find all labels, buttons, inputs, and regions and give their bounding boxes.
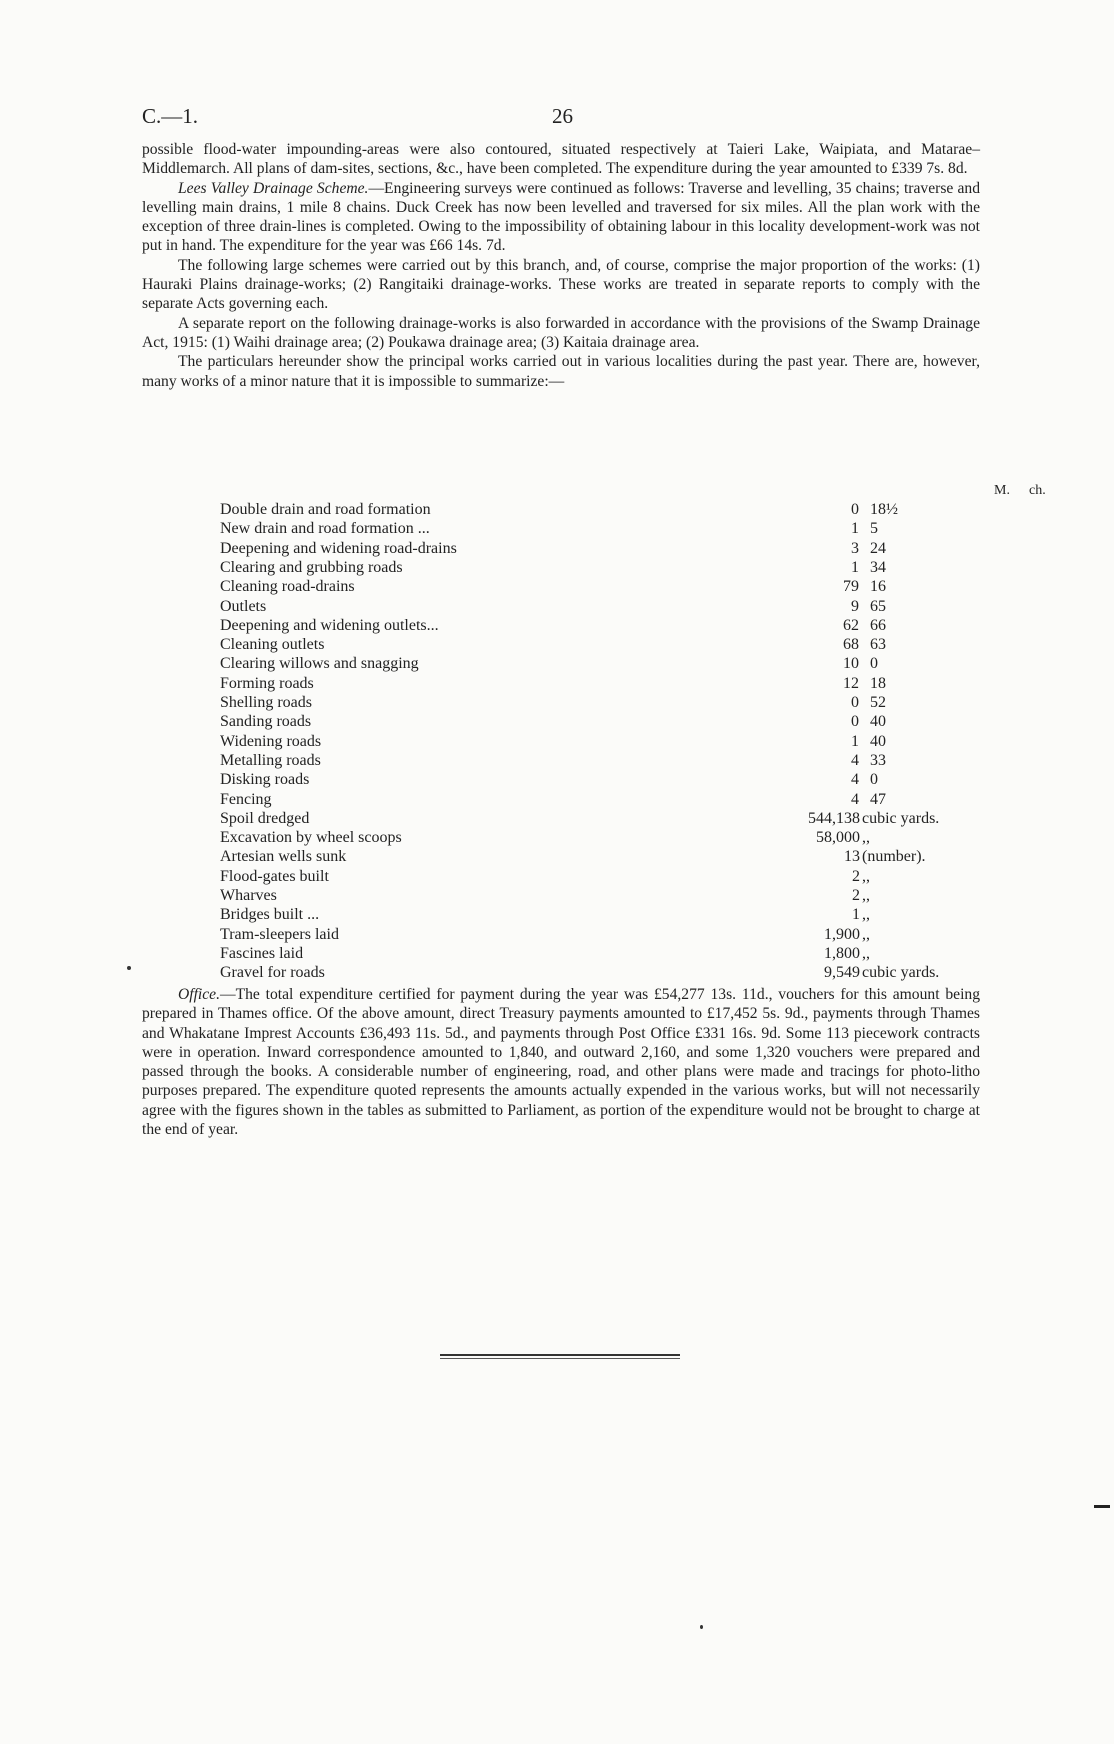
work-label: Fencing — [220, 790, 272, 808]
chains-value: 18 — [870, 674, 886, 692]
page-header — [142, 104, 982, 134]
paragraph-particulars: The particulars hereunder show the principal works carried out in various localities during the past year. There are, however, many works of a minor nature that it is impossible to summarize:— — [142, 353, 980, 390]
chains-value: 65 — [870, 597, 886, 615]
work-label: Double drain and road formation — [220, 501, 431, 518]
chains-value: 63 — [870, 636, 886, 654]
work-label: Excavation by wheel scoops — [220, 829, 402, 847]
quantity-value: 1,800 — [824, 944, 860, 962]
unit-chains: ch. — [1029, 483, 1046, 498]
closing-rule — [440, 1354, 680, 1360]
work-label: New drain and road formation ... — [220, 520, 430, 538]
quantity-value: 544,138 — [808, 809, 860, 827]
quantity-unit: ,, — [862, 906, 870, 924]
quantity-unit: ,, — [862, 867, 870, 885]
paragraph-large-schemes: The following large schemes were carried out by this branch, and, of course, comprise the major proportion of the works: (1) Hauraki Plains drainage-works; (2) Rangitaiki drainage-works. These works are treated in separate reports to comply with the separate Acts governing each. — [142, 256, 980, 313]
works-row — [220, 617, 980, 636]
miles-value: 3 — [851, 539, 859, 557]
works-row — [220, 848, 980, 867]
works-row — [220, 501, 980, 520]
quantity-unit: ,, — [862, 887, 870, 904]
quantity-value: 1 — [852, 906, 860, 924]
works-row — [220, 791, 980, 810]
works-row — [220, 810, 980, 829]
work-label: Forming roads — [220, 674, 314, 692]
work-label: Cleaning road-drains — [220, 578, 355, 596]
office-section — [142, 985, 980, 1139]
work-label: Disking roads — [220, 771, 310, 789]
works-row — [220, 868, 980, 887]
work-label: Flood-gates built — [220, 867, 329, 885]
works-row — [220, 752, 980, 771]
work-label: Bridges built ... — [220, 906, 320, 924]
quantity-unit: ,, — [862, 925, 870, 943]
chains-value: 0 — [870, 655, 878, 673]
works-row — [220, 655, 980, 674]
quantity-value: 1,900 — [824, 925, 860, 943]
miles-value: 0 — [851, 694, 859, 711]
body-text — [142, 140, 980, 391]
miles-value: 0 — [851, 713, 859, 731]
rule-line-bottom — [440, 1358, 680, 1359]
miles-value: 68 — [843, 636, 859, 654]
chains-value: 0 — [870, 771, 878, 789]
work-label: Shelling roads — [220, 694, 312, 711]
chains-value: 33 — [870, 751, 886, 769]
works-row — [220, 520, 980, 539]
chains-value: 34 — [870, 558, 886, 576]
quantity-value: 2 — [852, 887, 860, 904]
chains-value: 16 — [870, 578, 886, 596]
chains-value: 18½ — [870, 501, 898, 518]
document-reference: C.—1. — [142, 104, 199, 128]
quantity-unit: cubic yards. — [862, 964, 940, 982]
paragraph-1: possible flood-water impounding-areas were also contoured, situated respectively at Taieri Lake, Waipiata, and Matarae–Middlemarch. All plans of dam-sites, sections, &c., have been completed. The expenditure during the year amounted to £339 7s. 8d. — [142, 141, 980, 178]
chains-value: 40 — [870, 713, 886, 731]
works-row — [220, 559, 980, 578]
quantity-unit: ,, — [862, 829, 870, 847]
work-label: Cleaning outlets — [220, 636, 325, 654]
works-row — [220, 829, 980, 848]
paragraph-separate-report: A separate report on the following drainage-works is also forwarded in accordance with the provisions of the Swamp Drainage Act, 1915: (1) Waihi drainage area; (2) Poukawa drainage area; (3) Kaitaia drainage area. — [142, 314, 980, 351]
miles-value: 4 — [851, 771, 859, 789]
chains-value: 47 — [870, 790, 886, 808]
work-label: Widening roads — [220, 732, 322, 750]
chains-value: 24 — [870, 539, 886, 557]
units-header — [849, 483, 1046, 501]
work-label: Clearing willows and snagging — [220, 655, 419, 673]
work-label: Fascines laid — [220, 944, 304, 962]
paragraph-lees-valley — [142, 179, 980, 256]
work-label: Deepening and widening road-drains — [220, 539, 457, 557]
quantity-value: 2 — [852, 867, 860, 885]
miles-value: 4 — [851, 790, 859, 808]
works-row — [220, 906, 980, 925]
chains-value: 5 — [870, 520, 878, 538]
work-label: Metalling roads — [220, 751, 321, 769]
unit-miles: M. — [994, 483, 1010, 498]
lees-valley-heading: Lees Valley Drainage Scheme. — [178, 179, 369, 197]
miles-value: 12 — [843, 674, 859, 692]
quantity-unit: (number). — [862, 848, 926, 866]
speck-mark — [127, 966, 131, 970]
office-text: —The total expenditure certified for payment during the year was £54,277 13s. 11d., vouchers for this amount being prepared in Thames office. Of the above amount, direct Treasury payments amounted to £17,452 5s. 9d., payments through Thames and Whakatane Imprest Accounts £36,493 11s. 5d., and payments through Post Office £331 16s. 9d. Some 113 piecework contracts were in operation. Inward correspondence amounted to 1,840, and outward 2,160, and some 1,320 vouchers were prepared and passed through the books. A considerable number of engineering, road, and other plans were made and tracings for photo-litho purposes prepared. The expenditure quoted represents the amounts actually expended in the various works, but will not necessarily agree with the figures shown in the tables as submitted to Parliament, as portion of the expenditure would not be brought to charge at the end of year. — [142, 986, 980, 1139]
works-row — [220, 771, 980, 790]
work-label: Outlets — [220, 597, 267, 615]
chains-value: 66 — [870, 616, 886, 634]
work-label: Clearing and grubbing roads — [220, 558, 403, 576]
miles-value: 9 — [851, 597, 859, 615]
edge-dash-mark — [1094, 1505, 1110, 1508]
work-label: Artesian wells sunk — [220, 848, 347, 866]
works-row — [220, 675, 980, 694]
works-row — [220, 578, 980, 597]
lees-valley-text: —Engineering surveys were continued as follows: Traverse and levelling, 35 chains; traverse and levelling main drains, 1 mile 8 chains. Duck Creek has now been levelled and traversed for six miles. All the plan work with the exception of three drain-lines is completed. Owing to the impossibility of obtaining labour in this locality development-work was not put in hand. The expenditure for the year was £66 14s. 7d. — [142, 179, 980, 255]
office-heading: Office. — [178, 986, 220, 1003]
page-number: 26 — [552, 104, 573, 128]
miles-value: 4 — [851, 751, 859, 769]
works-row — [220, 945, 980, 964]
quantity-value: 58,000 — [816, 829, 860, 847]
work-label: Deepening and widening outlets... — [220, 616, 439, 634]
works-row — [220, 713, 980, 732]
quantity-unit: ,, — [862, 944, 870, 962]
works-row — [220, 926, 980, 945]
office-paragraph — [142, 985, 980, 1139]
work-label: Wharves — [220, 887, 277, 904]
speck-mark — [700, 1625, 703, 1629]
quantity-value: 13 — [844, 848, 860, 866]
works-row — [220, 636, 980, 655]
miles-value: 1 — [851, 520, 859, 538]
works-row — [220, 598, 980, 617]
works-row — [220, 733, 980, 752]
miles-value: 0 — [851, 501, 859, 518]
works-row — [220, 694, 980, 713]
chains-value: 52 — [870, 694, 886, 711]
quantity-unit: cubic yards. — [862, 809, 940, 827]
miles-value: 62 — [843, 616, 859, 634]
work-label: Gravel for roads — [220, 964, 325, 982]
work-label: Sanding roads — [220, 713, 312, 731]
miles-value: 10 — [843, 655, 859, 673]
miles-value: 1 — [851, 558, 859, 576]
works-row — [220, 964, 980, 983]
works-row — [220, 540, 980, 559]
rule-line-top — [440, 1354, 680, 1356]
miles-value: 1 — [851, 732, 859, 750]
miles-value: 79 — [843, 578, 859, 596]
quantity-value: 9,549 — [824, 964, 860, 982]
works-row — [220, 887, 980, 906]
chains-value: 40 — [870, 732, 886, 750]
work-label: Tram-sleepers laid — [220, 925, 339, 943]
work-label: Spoil dredged — [220, 809, 310, 827]
